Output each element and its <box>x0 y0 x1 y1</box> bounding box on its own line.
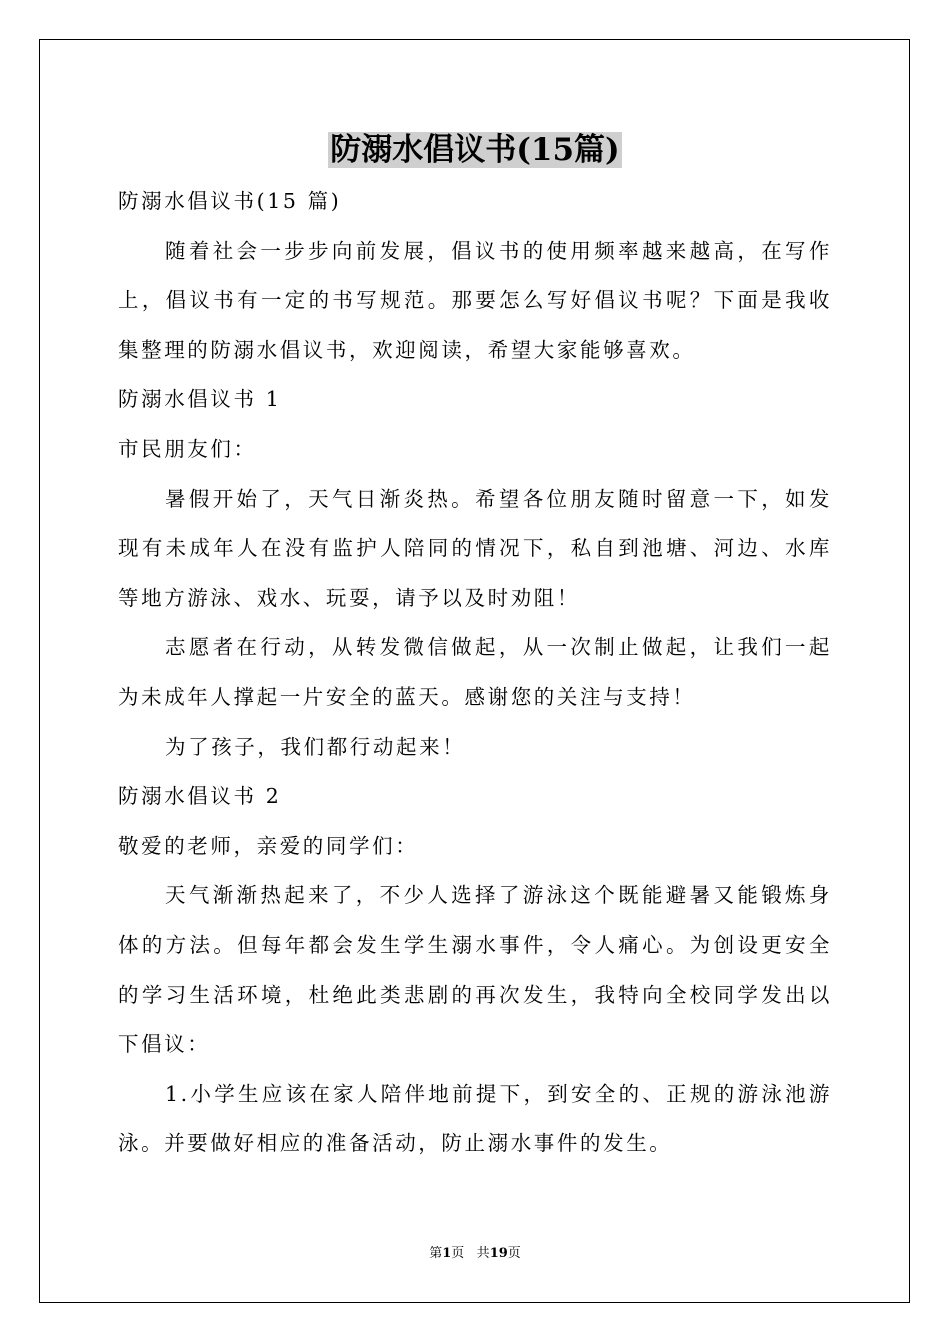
text-line: 天气渐渐热起来了，不少人选择了游泳这个既能避暑又能锻炼身 <box>165 883 832 908</box>
page-footer <box>0 1244 950 1264</box>
text-line: 志愿者在行动，从转发微信做起，从一次制止做起，让我们一起 <box>165 635 832 660</box>
footer-total-prefix: 共 <box>476 1246 490 1261</box>
text-line: 防溺水倡议书 1 <box>118 387 282 412</box>
text-line: 集整理的防溺水倡议书，欢迎阅读，希望大家能够喜欢。 <box>118 337 696 362</box>
footer-page-total: 19 <box>489 1246 508 1261</box>
text-line: 防溺水倡议书(15 篇) <box>118 189 342 213</box>
text-line: 体的方法。但每年都会发生学生溺水事件，令人痛心。为创设更安全 <box>118 932 832 957</box>
document-title <box>0 128 950 172</box>
footer-total-suffix: 页 <box>507 1246 521 1261</box>
text-line: 市民朋友们： <box>118 436 257 461</box>
text-line: 敬爱的老师，亲爱的同学们： <box>118 833 419 858</box>
text-line: 1.小学生应该在家人陪伴地前提下，到安全的、正规的游泳池游 <box>165 1081 832 1106</box>
text-line: 下倡议： <box>118 1032 211 1057</box>
text-line: 为未成年人撑起一片安全的蓝天。感谢您的关注与支持！ <box>118 684 696 709</box>
text-line: 随着社会一步步向前发展，倡议书的使用频率越来越高，在写作 <box>165 238 832 263</box>
text-line: 防溺水倡议书 2 <box>118 784 282 809</box>
text-line: 泳。并要做好相应的准备活动，防止溺水事件的发生。 <box>118 1131 673 1156</box>
text-line: 上，倡议书有一定的书写规范。那要怎么写好倡议书呢？下面是我收 <box>118 288 832 313</box>
footer-page-prefix: 第 <box>429 1246 443 1261</box>
footer-page-suffix: 页 <box>451 1246 465 1261</box>
document-body <box>118 177 832 1169</box>
footer-page-current: 1 <box>442 1246 452 1261</box>
text-line: 暑假开始了，天气日渐炎热。希望各位朋友随时留意一下，如发 <box>165 486 832 511</box>
text-line: 为了孩子，我们都行动起来！ <box>165 734 466 759</box>
document-title-text: 防溺水倡议书(15篇) <box>330 132 620 168</box>
text-line: 现有未成年人在没有监护人陪同的情况下，私自到池塘、河边、水库 <box>118 536 832 561</box>
text-line: 的学习生活环境，杜绝此类悲剧的再次发生，我特向全校同学发出以 <box>118 982 832 1007</box>
text-line: 等地方游泳、戏水、玩耍，请予以及时劝阻！ <box>118 585 580 610</box>
